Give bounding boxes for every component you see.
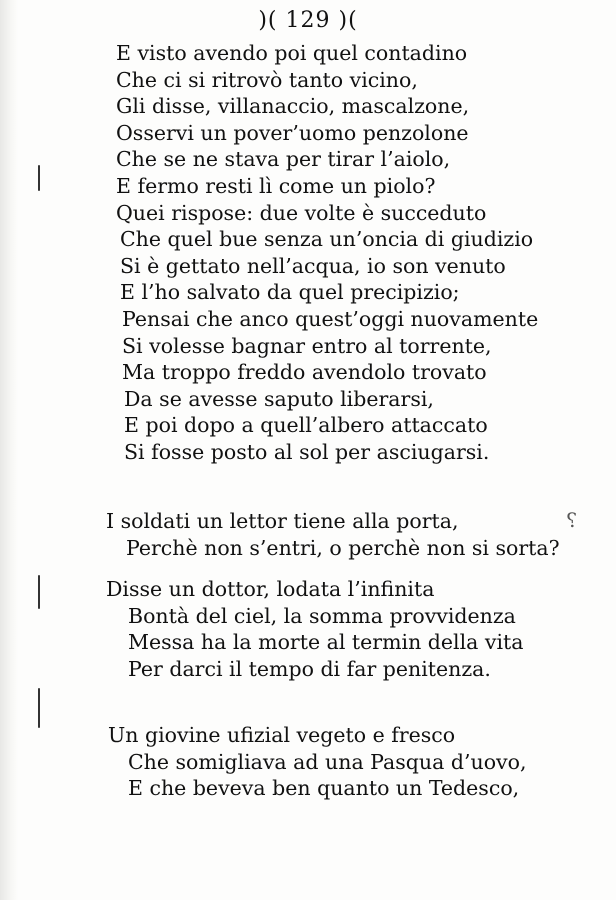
verse-line: Pensai che anco quest’oggi nuovamente — [122, 306, 539, 331]
verse-line: E poi dopo a quell’albero attaccato — [124, 413, 488, 438]
stanza-4 — [0, 722, 616, 802]
verse-line: Un giovine ufizial vegeto e fresco — [108, 723, 456, 747]
verse-line: Che somigliava ad una Pasqua d’uovo, — [128, 749, 527, 774]
verse-line: E visto avendo poi quel contadino — [116, 41, 468, 65]
verse-line: E l’ho salvato da quel precipizio; — [120, 280, 460, 305]
verse-line: Si volesse bagnar entro al torrente, — [122, 333, 492, 358]
verse-line: Quei rispose: due volte è succeduto — [116, 200, 487, 225]
verse-line: Che quel bue senza un’oncia di giudizio — [120, 227, 534, 252]
verse-line: Ma troppo freddo avendolo trovato — [122, 360, 487, 385]
stanza-3 — [0, 576, 616, 682]
verse-line: E fermo resti lì come un piolo? — [116, 173, 436, 198]
verse-line: I soldati un lettor tiene alla porta, — [106, 509, 459, 533]
page-number-header: )( 129 )( — [258, 8, 358, 33]
verse-line: Da se avesse saputo liberarsi, — [124, 386, 434, 411]
verse-line: Gli disse, villanaccio, mascalzone, — [116, 94, 470, 119]
verse-line: Perchè non s’entri, o perchè non si sorta? — [126, 535, 560, 560]
verse-line: Si fosse posto al sol per asciugarsi. — [124, 439, 490, 464]
verse-line: Messa ha la morte al termin della vita — [128, 630, 524, 655]
verse-line: Osservi un pover’uomo penzolone — [116, 120, 469, 145]
stanza-1 — [0, 40, 616, 466]
verse-line: Si è gettato nell’acqua, io son venuto — [120, 253, 506, 278]
margin-mark: ⸮ — [566, 508, 577, 532]
verse-line: E che beveva ben quanto un Tedesco, — [128, 776, 520, 801]
verse-line: Per darci il tempo di far penitenza. — [128, 656, 491, 681]
verse-line: Disse un dottor, lodata l’infinita — [106, 577, 435, 601]
verse-line: Bontà del ciel, la somma provvidenza — [128, 603, 516, 628]
stanza-2 — [0, 508, 616, 561]
verse-line: Che se ne stava per tirar l’aiolo, — [116, 147, 451, 172]
verse-line: Che ci si ritrovò tanto vicino, — [116, 67, 418, 92]
